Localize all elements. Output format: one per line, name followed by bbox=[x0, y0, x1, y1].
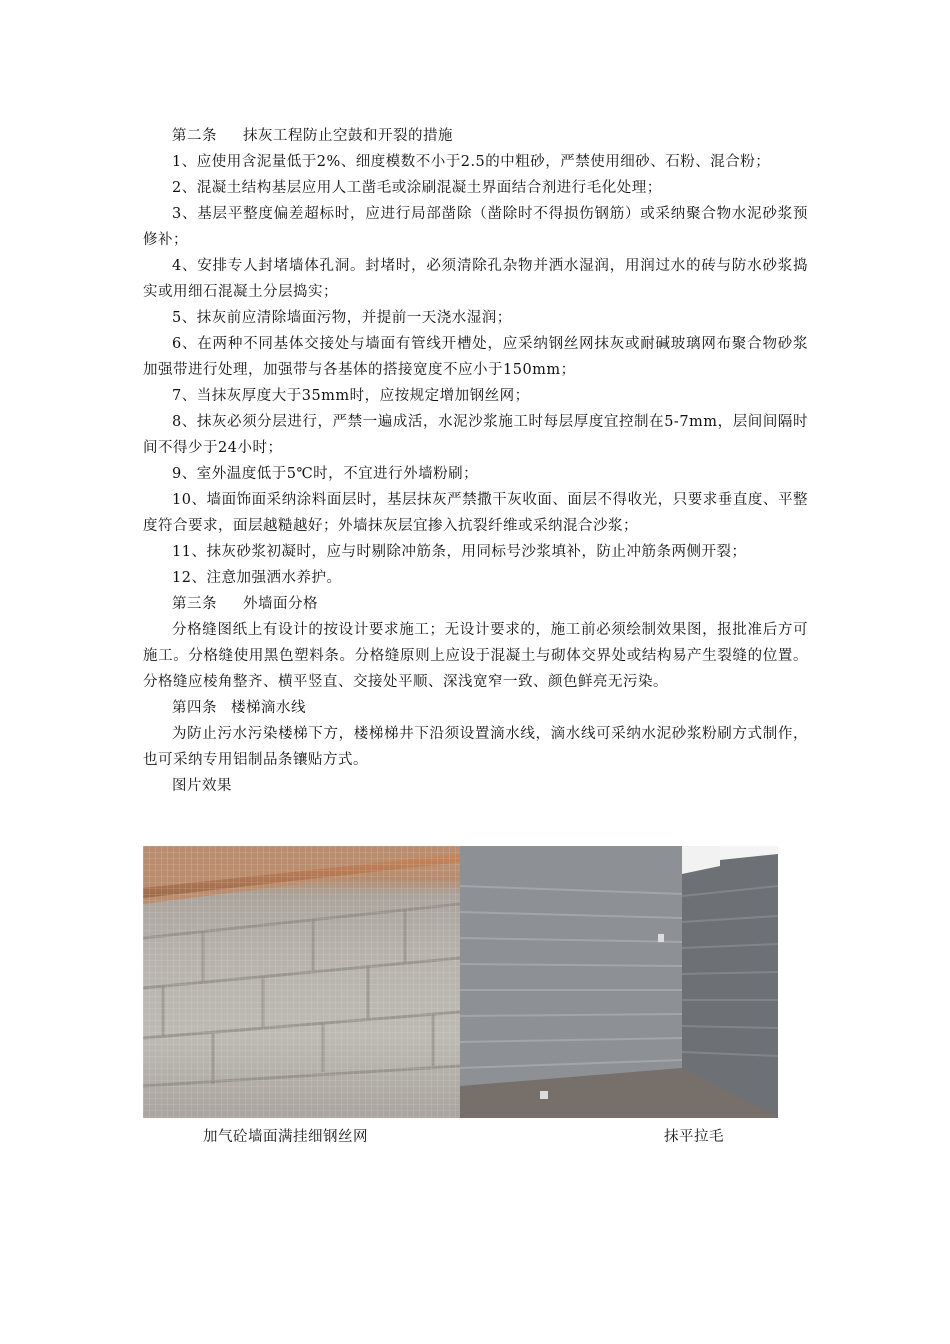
section-3-body: 分格缝图纸上有设计的按设计要求施工；无设计要求的，施工前必须绘制效果图，报批准后方可施工。分格缝使用黑色塑料条。分格缝原则上应设于混凝土与砌体交界处或结构易产生裂缝的位置。分格缝应棱角整齐、横平竖直、交接处平顺、深浅宽窄一致、颜色鲜亮无污染。 bbox=[143, 622, 808, 690]
section-2-item: 1、应使用含泥量低于2%、细度模数不小于2.5的中粗砂，严禁使用细砂、石粉、混合粉； bbox=[172, 154, 771, 170]
caption-left: 加气砼墙面满挂细钢丝网 bbox=[203, 1129, 368, 1145]
text-body bbox=[143, 123, 808, 799]
section-2-item: 11、抹灰砂浆初凝时，应与时剔除冲筋条，用同标号沙浆填补，防止冲筋条两侧开裂； bbox=[172, 544, 747, 560]
photo-strip bbox=[143, 846, 778, 1118]
section-2-item: 2、混凝土结构基层应用人工凿毛或涂刷混凝土界面结合剂进行毛化处理； bbox=[172, 180, 662, 196]
section-4-heading bbox=[143, 695, 808, 721]
caption-right: 抹平拉毛 bbox=[664, 1129, 724, 1145]
section-2-item: 6、在两种不同基体交接处与墙面有管线开槽处，应采纳钢丝网抹灰或耐碱玻璃网布聚合物砂浆加强带进行处理，加强带与各基体的搭接宽度不应小于150mm； bbox=[143, 336, 808, 378]
section-2-item: 9、室外温度低于5℃时，不宜进行外墙粉刷； bbox=[172, 466, 479, 482]
photo-plastered-wall bbox=[460, 846, 778, 1118]
section-3-number: 第三条 bbox=[172, 596, 217, 612]
section-2-number: 第二条 bbox=[172, 128, 217, 144]
section-4-body: 为防止污水污染楼梯下方，楼梯梯井下沿须设置滴水线，滴水线可采纳水泥砂浆粉刷方式制作，也可采纳专用铝制品条镶贴方式。 bbox=[143, 726, 808, 768]
plastered-wall-image bbox=[460, 846, 778, 1118]
section-2-item: 3、基层平整度偏差超标时，应进行局部凿除（凿除时不得损伤钢筋）或采纳聚合物水泥砂浆预修补； bbox=[143, 206, 808, 248]
section-2-item: 10、墙面饰面采纳涂料面层时，基层抹灰严禁撒干灰收面、面层不得收光，只要求垂直度、平整度符合要求，面层越糙越好；外墙抹灰层宜掺入抗裂纤维或采纳混合沙浆； bbox=[143, 492, 808, 534]
section-3-title: 外墙面分格 bbox=[243, 596, 318, 612]
photo-wire-mesh-wall bbox=[143, 846, 460, 1118]
section-2-item: 4、安排专人封堵墙体孔洞。封堵时，必须清除孔杂物并洒水湿润，用润过水的砖与防水砂浆捣实或用细石混凝土分层捣实； bbox=[143, 258, 808, 300]
section-2-title: 抹灰工程防止空鼓和开裂的措施 bbox=[243, 128, 453, 144]
section-2-heading bbox=[143, 123, 808, 149]
section-4-title: 楼梯滴水线 bbox=[231, 700, 306, 716]
section-2-item: 12、注意加强洒水养护。 bbox=[172, 570, 342, 586]
section-4-number: 第四条 bbox=[172, 700, 217, 716]
wire-mesh-wall-image bbox=[143, 846, 460, 1118]
section-2-item: 7、当抹灰厚度大于35mm时，应按规定增加钢丝网； bbox=[172, 388, 530, 404]
section-3-heading bbox=[143, 591, 808, 617]
section-2-item: 5、抹灰前应清除墙面污物，并提前一天浇水湿润； bbox=[172, 310, 512, 326]
section-2-item: 8、抹灰必须分层进行，严禁一遍成活，水泥沙浆施工时每层厚度宜控制在5-7mm，层间间隔时间不得少于24小时； bbox=[143, 414, 808, 456]
figure-label: 图片效果 bbox=[172, 778, 232, 794]
